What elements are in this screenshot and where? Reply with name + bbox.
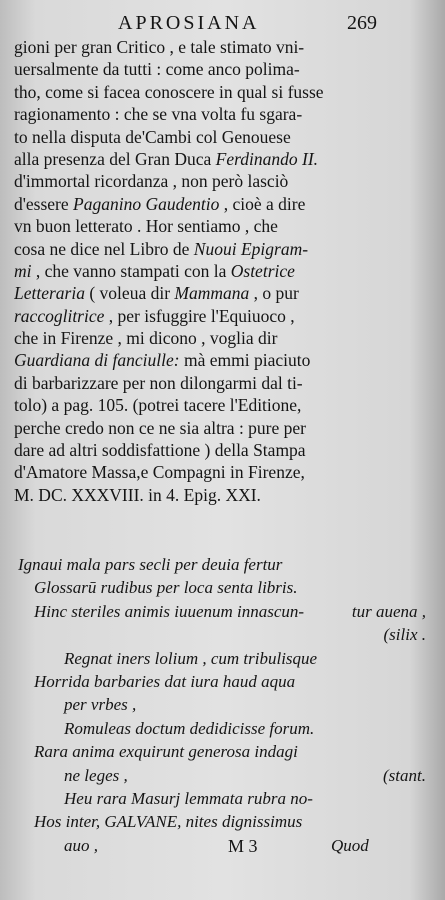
text-line	[14, 36, 434, 58]
text-line	[14, 148, 434, 170]
roman-text: mà emmi piaciuto	[179, 350, 311, 371]
roman-text: , per isfuggire l'Equiuoco ,	[104, 305, 295, 326]
roman-text: ( voleua dir	[84, 283, 175, 304]
text-line	[14, 282, 434, 304]
roman-text: uersalmente da tutti : come anco polima-	[14, 59, 300, 80]
running-head: APROSIANA	[118, 12, 260, 34]
roman-text: tho, come si facea conoscere in qual si fusse	[14, 81, 324, 102]
verse-text: Rara anima exquirunt generosa indagi	[34, 742, 298, 762]
verse-runover: (silix .	[383, 625, 426, 645]
verse-line	[14, 787, 434, 810]
text-line	[14, 103, 434, 125]
text-line	[14, 349, 434, 371]
text-line	[14, 417, 434, 439]
text-line	[14, 327, 434, 349]
verse-line	[14, 623, 434, 646]
verse-text: Horrida barbaries dat iura haud aqua	[34, 671, 296, 691]
text-line	[14, 260, 434, 282]
prose-body	[14, 36, 434, 506]
signature-mark: M 3	[228, 836, 258, 856]
text-line	[14, 126, 434, 148]
verse-text: Regnat iners lolium , cum tribulisque	[64, 648, 318, 668]
roman-text: d'Amatore Massa,e Compagni in Firenze,	[14, 462, 305, 483]
verse-line	[14, 576, 434, 599]
text-line	[14, 193, 434, 215]
roman-text: M. DC. XXXVIII. in 4. Epig. XXI.	[14, 484, 261, 505]
roman-text: cosa ne dice nel Libro de	[14, 238, 194, 259]
text-line	[14, 58, 434, 80]
verse-line	[14, 717, 434, 740]
verse-text: Hos inter, GALVANE, nites dignissimus	[34, 812, 303, 832]
roman-text: di barbarizzare per non dilongarmi dal ti-	[14, 372, 303, 393]
catchword: Quod	[331, 836, 369, 855]
epigram-verse	[14, 553, 434, 857]
verse-text: Glossarū rudibus per loca senta libris.	[34, 578, 298, 598]
italic-text: Guardiana di fanciulle:	[14, 350, 180, 371]
roman-text: to nella disputa de'Cambi col Genouese	[14, 126, 291, 147]
text-line	[14, 238, 434, 260]
verse-line	[14, 693, 434, 716]
italic-text: Nuoui Epigram-	[193, 238, 309, 259]
verse-text: Hinc steriles animis iuuenum innascun-	[34, 601, 305, 621]
verse-runover: tur auena ,	[351, 601, 426, 621]
verse-text: auo ,	[64, 835, 98, 855]
roman-text: , che vanno stampati con la	[31, 260, 231, 281]
verse-text: Heu rara Masurj lemmata rubra no-	[64, 788, 313, 808]
italic-text: Ferdinando II.	[215, 148, 319, 169]
verse-line	[14, 647, 434, 670]
verse-line	[14, 670, 434, 693]
roman-text: alla presenza del Gran Duca	[14, 148, 216, 169]
verse-line	[14, 553, 434, 576]
roman-text: perche credo non ce ne sia altra : pure per	[14, 417, 306, 438]
verse-runover: (stant.	[383, 765, 426, 785]
text-line	[14, 394, 434, 416]
roman-text: d'essere	[14, 193, 74, 214]
verse-text: Romuleas doctum dedidicisse forum.	[64, 718, 315, 738]
roman-text: tolo) a pag. 105. (potrei tacere l'Editione,	[14, 395, 302, 416]
page-footer	[0, 836, 445, 862]
verse-line	[14, 740, 434, 763]
italic-text: mi	[14, 260, 32, 281]
verse-text: per vrbes ,	[64, 695, 137, 715]
roman-text: , cioè a dire	[219, 193, 306, 214]
verse-line	[14, 600, 434, 623]
text-line	[14, 484, 434, 506]
roman-text: gioni per gran Critico , e tale stimato vni-	[14, 37, 305, 57]
roman-text: d'immortal ricordanza , non però lasciò	[14, 171, 289, 192]
italic-text: Letteraria	[14, 283, 85, 304]
italic-text: Mammana	[174, 283, 250, 304]
italic-text: Ostetrice	[230, 260, 295, 281]
text-line	[14, 372, 434, 394]
roman-text: dare ad altri soddisfattione ) della Stampa	[14, 440, 306, 461]
verse-line	[14, 764, 434, 787]
page-header	[0, 12, 445, 38]
roman-text: , o pur	[249, 283, 299, 304]
verse-text: Ignaui mala pars secli per deuia fertur	[18, 555, 283, 574]
roman-text: ragionamento : che se vna volta fu sgara-	[14, 104, 303, 125]
roman-text: vn buon letterato . Hor sentiamo , che	[14, 216, 278, 237]
text-line	[14, 170, 434, 192]
roman-text: che in Firenze , mi dicono , voglia dir	[14, 328, 278, 349]
verse-text: ne leges ,	[64, 765, 128, 785]
text-line	[14, 305, 434, 327]
page-number: 269	[347, 12, 377, 34]
text-line	[14, 81, 434, 103]
text-line	[14, 439, 434, 461]
text-line	[14, 215, 434, 237]
text-line	[14, 461, 434, 483]
italic-text: raccoglitrice	[14, 305, 105, 326]
verse-line	[14, 810, 434, 833]
italic-text: Paganino Gaudentio	[73, 193, 220, 214]
